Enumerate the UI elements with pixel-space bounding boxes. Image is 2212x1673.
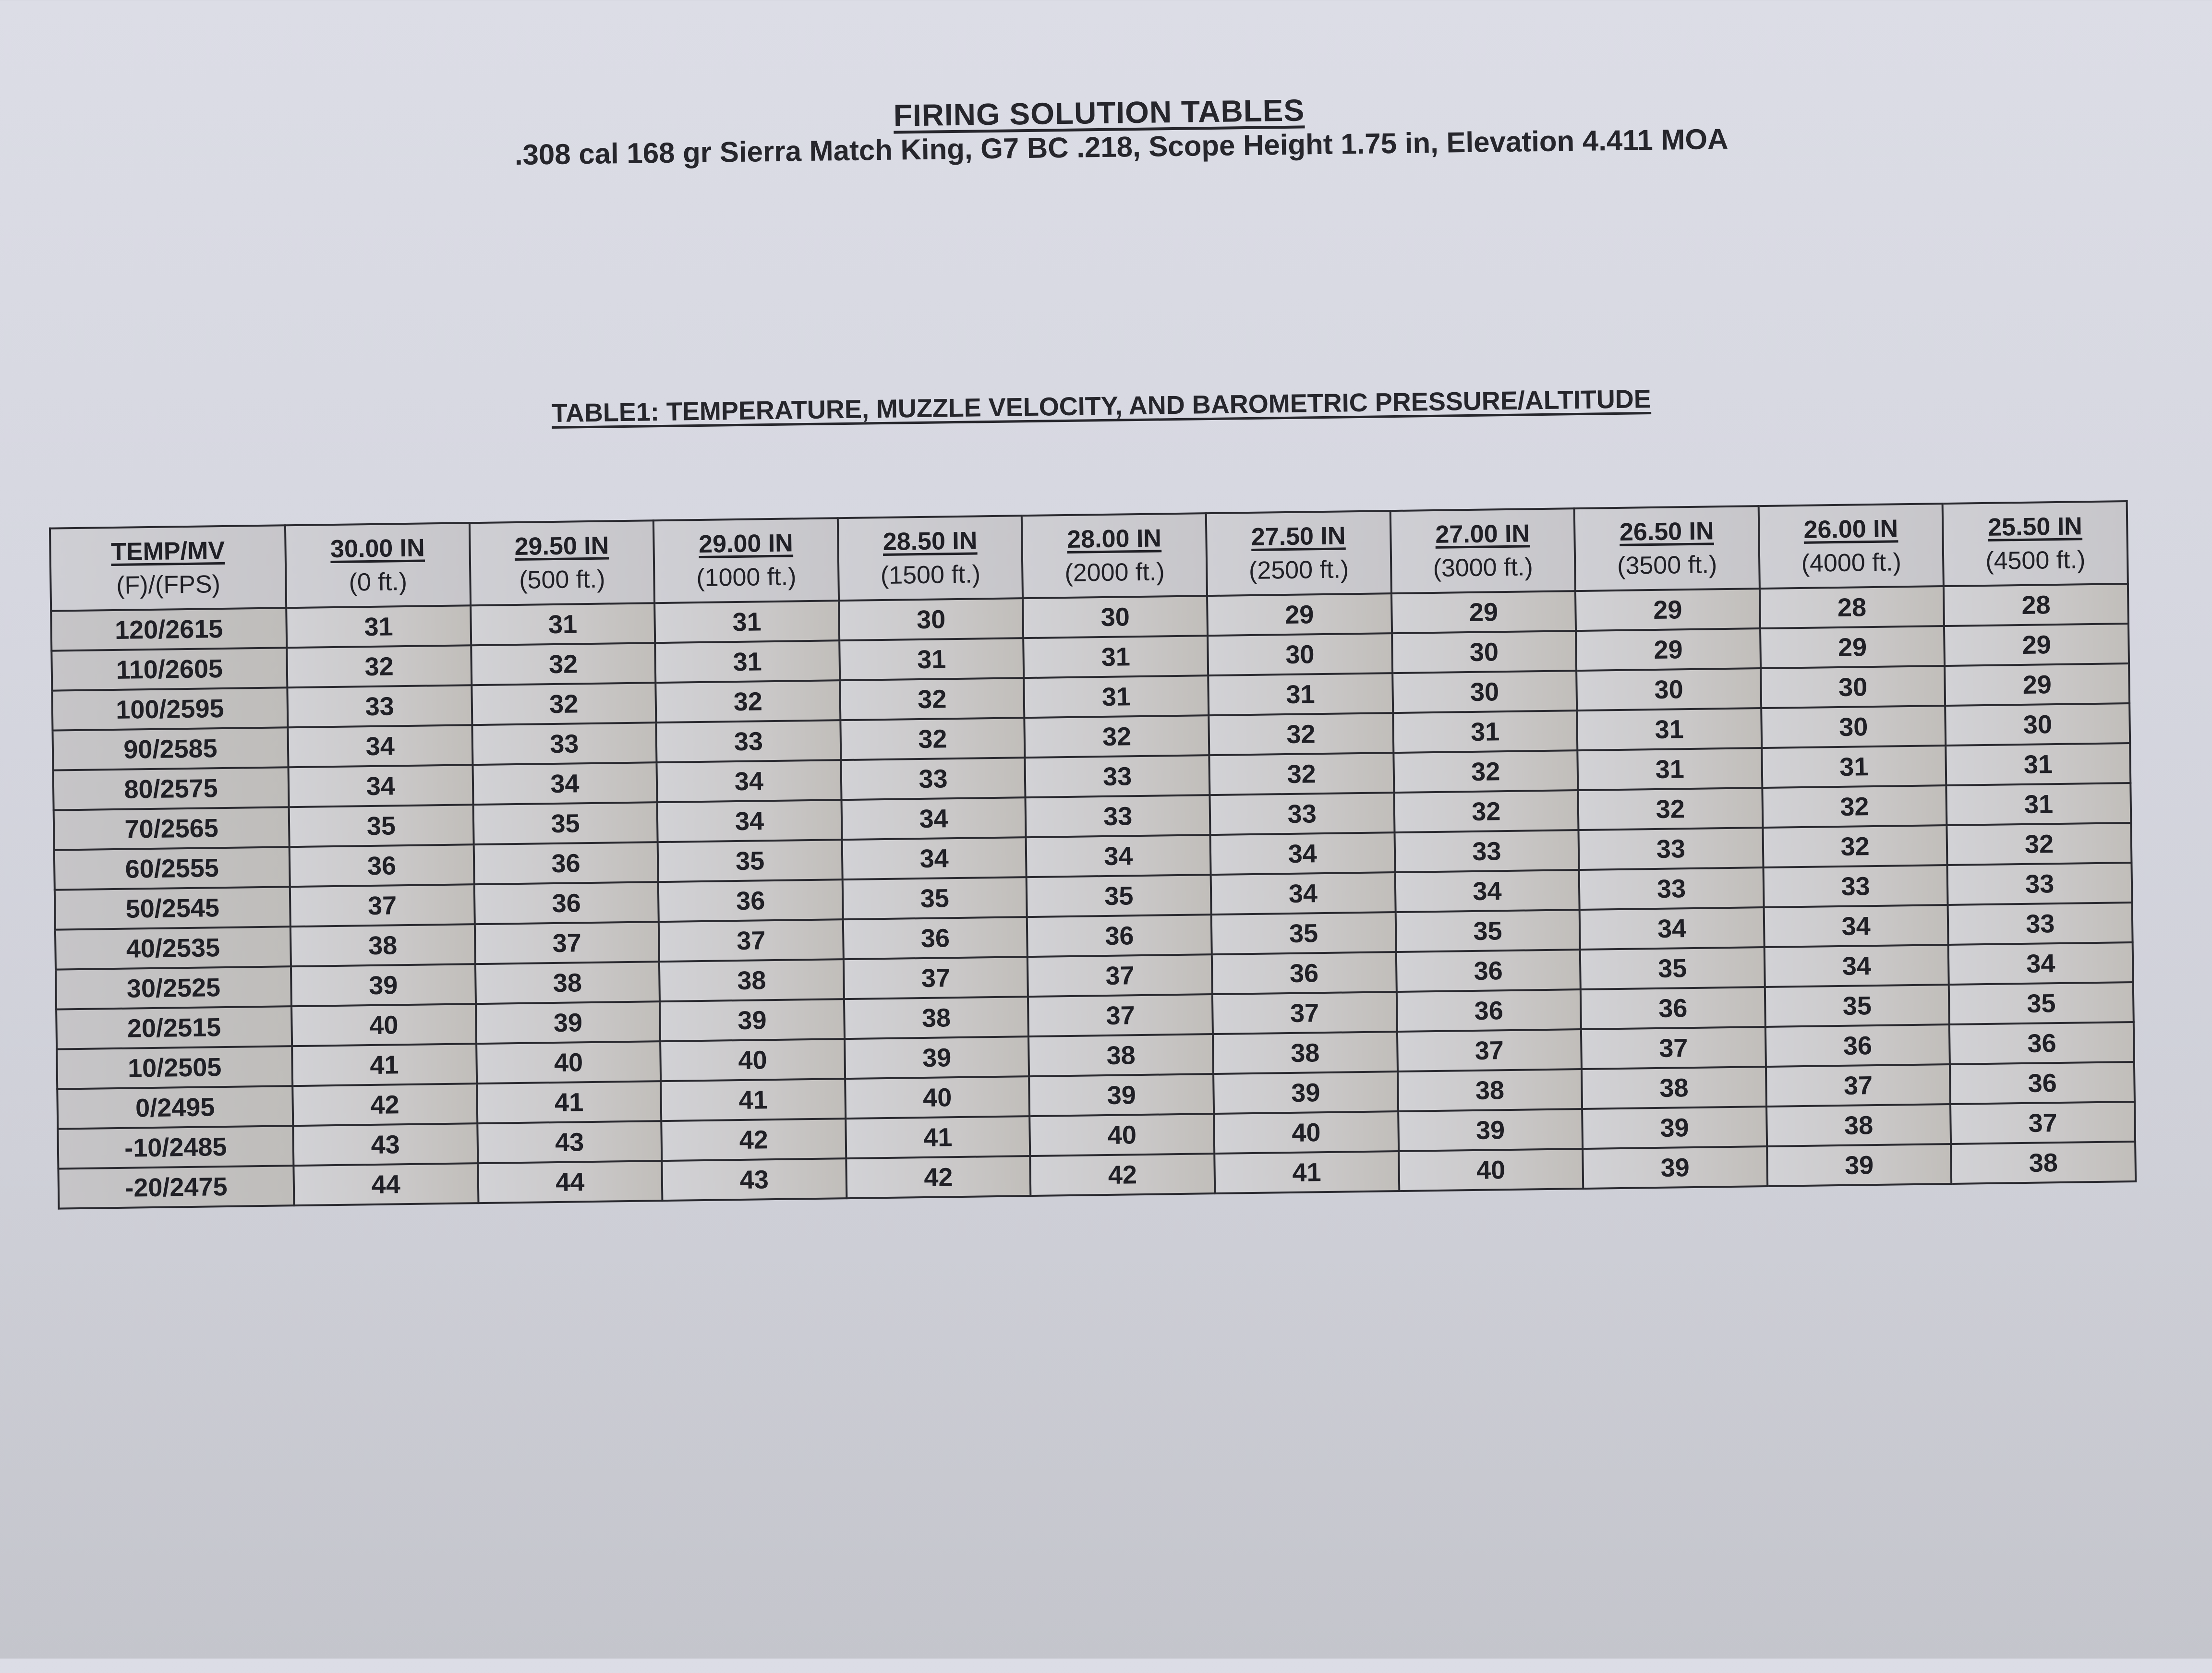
column-altitude: (3000 ft.) [1433, 553, 1534, 582]
table-cell: 43 [662, 1158, 847, 1201]
column-pressure: 26.50 IN [1619, 517, 1714, 546]
table-cell: 39 [845, 1036, 1029, 1079]
table-cell: 30 [1208, 633, 1392, 675]
column-altitude: (2500 ft.) [1248, 555, 1349, 585]
table-cell: 32 [287, 645, 471, 687]
table-cell: 34 [1210, 832, 1395, 875]
table-cell: 32 [1393, 750, 1578, 793]
table-cell: 30 [1761, 706, 1946, 748]
table-cell: 33 [1026, 795, 1210, 837]
table-cell: 39 [1213, 1071, 1398, 1114]
table-cell: 38 [1028, 1034, 1213, 1076]
column-header [653, 518, 839, 603]
table-cell: 37 [1581, 1027, 1766, 1069]
table-cell: 41 [846, 1116, 1030, 1158]
table-cell: 34 [657, 760, 842, 802]
table-cell: 42 [661, 1119, 846, 1161]
table-cell: 42 [292, 1083, 477, 1126]
table-cell: 36 [1581, 987, 1765, 1029]
table-caption: TABLE1: TEMPERATURE, MUZZLE VELOCITY, AND BAROMETRIC PRESSURE/ALTITUDE [551, 385, 1652, 428]
table-cell: 40 [291, 1004, 476, 1046]
table-cell: 29 [1575, 589, 1760, 631]
table-cell: 37 [474, 922, 659, 964]
table-cell: 30 [1576, 668, 1761, 710]
row-label-temp-mv: 30/2525 [56, 966, 291, 1009]
column-pressure: 27.00 IN [1435, 519, 1530, 549]
table-cell: 35 [473, 802, 658, 844]
row-label-temp-mv: 50/2545 [55, 887, 290, 929]
table-cell: 34 [1764, 905, 1948, 947]
table-cell: 37 [659, 919, 844, 962]
table-cell: 34 [1211, 872, 1396, 915]
row-label-temp-mv: 0/2495 [57, 1086, 293, 1129]
table-cell: 32 [1762, 785, 1947, 828]
table-cell: 38 [844, 997, 1029, 1039]
column-header [1206, 511, 1391, 596]
column-altitude: (4500 ft.) [1985, 546, 2086, 575]
table-cell: 33 [1394, 830, 1579, 872]
table-cell: 39 [660, 999, 845, 1041]
table-cell: 41 [1214, 1151, 1399, 1193]
table-cell: 31 [1762, 746, 1946, 788]
table-cell: 32 [1025, 715, 1209, 758]
column-header [469, 520, 654, 605]
table-cell: 39 [1398, 1109, 1583, 1151]
table-cell: 34 [1580, 907, 1765, 950]
table-cell: 33 [1579, 867, 1764, 910]
table-cell: 29 [1576, 628, 1761, 671]
table-cell: 29 [1944, 624, 2129, 666]
column-header [1943, 501, 2128, 586]
table-cell: 43 [293, 1123, 478, 1166]
table-cell: 35 [658, 840, 843, 882]
table-cell: 35 [1949, 982, 2134, 1024]
column-pressure: 29.50 IN [514, 531, 609, 561]
corner-header-line1: TEMP/MV [110, 536, 225, 566]
table-cell: 33 [472, 722, 657, 765]
table-cell: 37 [290, 884, 475, 927]
table-cell: 34 [657, 800, 842, 842]
table-cell: 36 [843, 917, 1028, 959]
column-altitude: (0 ft.) [349, 567, 408, 597]
table-cell: 34 [1395, 870, 1580, 912]
table-cell: 32 [1947, 823, 2132, 865]
table-cell: 36 [1396, 989, 1581, 1032]
table-cell: 34 [288, 725, 472, 767]
table-cell: 36 [474, 882, 659, 924]
table-cell: 29 [1760, 626, 1945, 668]
table-cell: 38 [1951, 1142, 2136, 1184]
table-cell: 31 [655, 640, 840, 683]
table-cell: 29 [1207, 593, 1392, 636]
corner-header [50, 525, 286, 611]
table-cell: 34 [1948, 942, 2133, 985]
column-header [1390, 508, 1575, 593]
table-cell: 32 [1394, 790, 1579, 832]
table-cell: 36 [1765, 1024, 1950, 1067]
table-cell: 39 [476, 1001, 661, 1044]
table-cell: 31 [1024, 636, 1209, 678]
column-altitude: (2000 ft.) [1064, 558, 1165, 588]
table-cell: 34 [472, 762, 657, 805]
table-cell: 36 [658, 879, 843, 922]
table-cell: 30 [839, 598, 1024, 640]
row-label-temp-mv: 90/2585 [52, 727, 288, 770]
table-cell: 33 [1579, 828, 1764, 870]
table-cell: 44 [293, 1163, 478, 1205]
table-cell: 43 [477, 1121, 662, 1163]
table-cell: 30 [1761, 666, 1946, 708]
table-cell: 31 [1577, 748, 1762, 790]
column-header [1574, 506, 1760, 591]
table-cell: 35 [1027, 875, 1211, 917]
column-pressure: 28.50 IN [882, 527, 978, 556]
column-header [1758, 504, 1944, 589]
table-cell: 37 [1397, 1029, 1582, 1071]
table-cell: 40 [1399, 1149, 1583, 1191]
table-cell: 39 [1583, 1146, 1767, 1189]
table-cell: 33 [287, 685, 472, 727]
column-altitude: (500 ft.) [519, 565, 605, 594]
table-cell: 35 [1395, 910, 1580, 952]
table-cell: 31 [1577, 708, 1762, 750]
table-cell: 34 [842, 837, 1027, 879]
document-subtitle: .308 cal 168 gr Sierra Match King, G7 BC .218, Scope Height 1.75 in, Elevation 4.411 MOA [514, 122, 1729, 171]
table-cell: 28 [1760, 586, 1945, 628]
column-altitude: (4000 ft.) [1801, 548, 1902, 578]
table-cell: 39 [291, 964, 476, 1006]
table-cell: 34 [1764, 945, 1949, 987]
table-cell: 32 [471, 643, 656, 685]
column-header [838, 516, 1023, 601]
table-cell: 37 [1950, 1102, 2135, 1144]
table-cell: 34 [289, 765, 473, 807]
table-cell: 35 [289, 805, 474, 847]
table-cell: 28 [1944, 584, 2128, 626]
table-cell: 42 [1030, 1154, 1215, 1196]
corner-header-line2: (F)/(FPS) [116, 570, 221, 600]
table-cell: 38 [475, 962, 660, 1004]
table-cell: 32 [840, 678, 1025, 720]
row-label-temp-mv: 100/2595 [52, 687, 288, 730]
table-cell: 36 [1949, 1022, 2134, 1064]
table-cell: 31 [471, 603, 655, 645]
table-cell: 41 [292, 1044, 477, 1086]
table-cell: 36 [1950, 1062, 2135, 1104]
table-cell: 32 [1578, 788, 1763, 830]
table-cell: 40 [476, 1041, 661, 1083]
table-cell: 33 [1947, 863, 2132, 905]
column-pressure: 29.00 IN [698, 529, 794, 559]
table-cell: 35 [1580, 947, 1765, 989]
column-pressure: 25.50 IN [1987, 512, 2083, 542]
table-cell: 36 [1027, 915, 1212, 957]
table-cell: 37 [1212, 992, 1397, 1034]
table-cell: 40 [845, 1076, 1030, 1119]
table-cell: 32 [1209, 753, 1394, 795]
row-label-temp-mv: 70/2565 [54, 807, 290, 850]
row-label-temp-mv: 110/2605 [51, 648, 287, 690]
table-cell: 31 [1208, 673, 1393, 715]
table-cell: 39 [1582, 1107, 1767, 1149]
table-cell: 37 [1028, 994, 1213, 1036]
table-cell: 31 [1946, 783, 2131, 825]
table-cell: 37 [1027, 954, 1212, 997]
table-cell: 40 [1030, 1114, 1215, 1156]
table-body [51, 584, 2136, 1209]
column-header [285, 523, 471, 608]
row-label-temp-mv: 20/2515 [56, 1006, 292, 1049]
row-label-temp-mv: 120/2615 [51, 608, 287, 650]
table-cell: 29 [1945, 663, 2129, 706]
column-pressure: 30.00 IN [330, 534, 425, 564]
table-cell: 30 [1023, 596, 1208, 638]
table-cell: 36 [1212, 952, 1397, 994]
table-cell: 40 [1214, 1111, 1399, 1154]
table-cell: 32 [1209, 713, 1393, 755]
table-cell: 36 [473, 842, 658, 884]
row-label-temp-mv: 60/2555 [54, 847, 290, 890]
firing-solution-table [49, 500, 2137, 1210]
table-cell: 31 [654, 601, 839, 643]
table-cell: 32 [655, 680, 840, 722]
table-cell: 38 [1398, 1069, 1583, 1111]
row-label-temp-mv: 10/2505 [57, 1046, 292, 1089]
table-cell: 39 [1767, 1144, 1952, 1186]
table-cell: 31 [1946, 743, 2131, 785]
table-cell: 39 [1029, 1074, 1214, 1116]
column-pressure: 26.00 IN [1803, 515, 1898, 544]
table-cell: 36 [290, 844, 474, 887]
table-cell: 33 [1948, 903, 2133, 945]
table-cell: 33 [841, 758, 1026, 800]
table-cell: 31 [286, 605, 471, 648]
table-cell: 33 [1025, 755, 1210, 797]
column-altitude: (1000 ft.) [696, 563, 797, 592]
table-cell: 30 [1392, 631, 1577, 673]
table-cell: 35 [842, 877, 1027, 919]
column-pressure: 27.50 IN [1251, 522, 1346, 551]
table-cell: 33 [1763, 865, 1948, 907]
table-cell: 44 [478, 1161, 663, 1203]
table-cell: 31 [1393, 710, 1578, 753]
table-cell: 37 [1766, 1064, 1951, 1107]
table-cell: 35 [1765, 985, 1950, 1027]
table-cell: 36 [1396, 950, 1581, 992]
table-cell: 38 [659, 959, 844, 1001]
column-header [1022, 513, 1207, 598]
table-cell: 30 [1392, 671, 1577, 713]
table-cell: 32 [1763, 825, 1947, 867]
table-cell: 31 [1024, 675, 1209, 718]
table-cell: 42 [846, 1156, 1031, 1198]
column-altitude: (1500 ft.) [880, 560, 981, 590]
table-cell: 33 [1209, 793, 1394, 835]
table-cell: 41 [661, 1079, 846, 1121]
table-cell: 41 [477, 1081, 662, 1123]
column-pressure: 28.00 IN [1066, 524, 1162, 554]
row-label-temp-mv: 40/2535 [55, 927, 291, 969]
row-label-temp-mv: 80/2575 [53, 767, 289, 810]
table-cell: 38 [1213, 1032, 1398, 1074]
table-cell: 40 [660, 1039, 845, 1081]
table-cell: 38 [1766, 1104, 1951, 1146]
table-cell: 38 [290, 924, 475, 966]
table-cell: 33 [656, 720, 841, 762]
table-cell: 34 [1026, 835, 1211, 877]
column-altitude: (3500 ft.) [1617, 551, 1717, 580]
table-cell: 32 [471, 683, 656, 725]
table-cell: 37 [844, 957, 1028, 999]
table-cell: 35 [1211, 912, 1396, 954]
table-cell: 34 [841, 797, 1026, 840]
table-cell: 32 [840, 718, 1025, 760]
table-cell: 31 [839, 638, 1024, 680]
table-cell: 30 [1945, 703, 2130, 746]
row-label-temp-mv: -10/2485 [58, 1126, 293, 1168]
table-cell: 38 [1582, 1067, 1766, 1109]
document-title: FIRING SOLUTION TABLES [893, 93, 1305, 133]
row-label-temp-mv: -20/2475 [58, 1166, 294, 1208]
table-cell: 29 [1391, 591, 1576, 633]
